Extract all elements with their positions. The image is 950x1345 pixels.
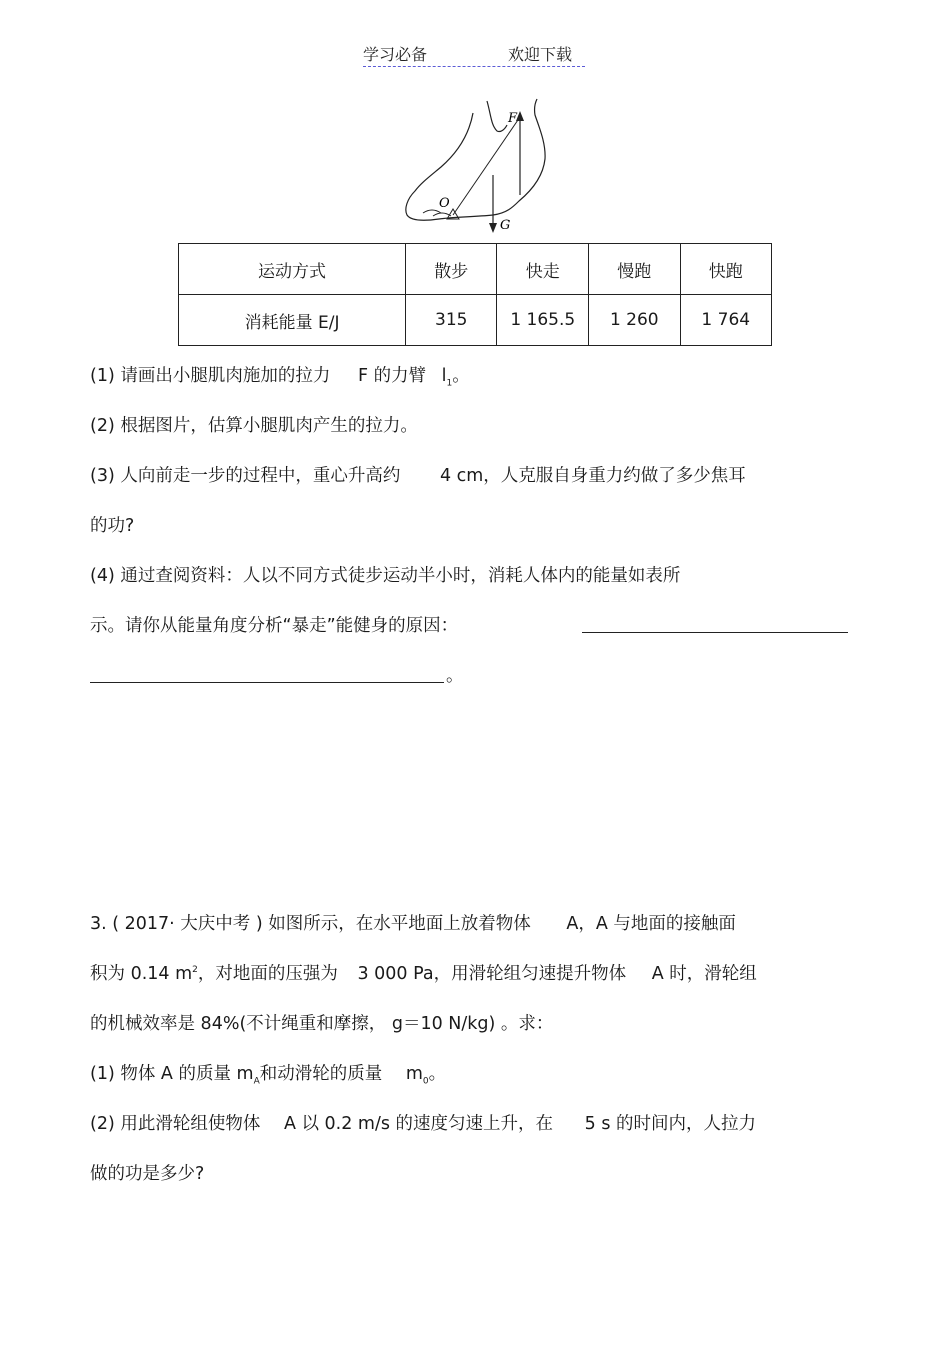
energy-table xyxy=(178,243,772,346)
q2-sub1-mid: F 的力臂 xyxy=(357,366,427,386)
q3-sub2-c: 5 s 的时间内，人拉力 xyxy=(584,1114,757,1134)
force-f-arrowhead xyxy=(516,111,524,121)
q3-line2-c: 3 000 Pa，用滑轮组匀速提升物体 xyxy=(357,964,627,984)
q2-sub4-line1: (4) 通过查阅资料：人以不同方式徒步运动半小时，消耗人体内的能量如表所 xyxy=(90,566,681,586)
q3-sub1 xyxy=(90,1060,446,1087)
force-f-line xyxy=(453,117,520,215)
q3-line2-d: A 时，滑轮组 xyxy=(651,964,757,984)
q3-line1 xyxy=(90,910,736,935)
label-o: O xyxy=(439,196,450,211)
q2-sub2: (2) 根据图片，估算小腿肌肉产生的拉力。 xyxy=(90,416,418,436)
table-header-cell: 快跑 xyxy=(680,244,771,295)
header-right-text: 欢迎下载 xyxy=(508,45,573,64)
q3-sub2-b: A 以 0.2 m/s 的速度匀速上升，在 xyxy=(283,1114,554,1134)
table-cell: 315 xyxy=(406,295,497,346)
q2-sub4-end: 。 xyxy=(446,666,464,686)
page-header xyxy=(363,42,585,67)
q2-sub1-l: l xyxy=(441,366,447,386)
table-cell: 1 165.5 xyxy=(497,295,589,346)
q2-sub3-a: (3) 人向前走一步的过程中，重心升高约 xyxy=(90,466,401,486)
q3-line2-b: ，对地面的压强为 xyxy=(197,964,338,984)
foot-lever-figure xyxy=(395,95,560,235)
q3-sub2-a: (2) 用此滑轮组使物体 xyxy=(90,1114,261,1134)
q2-sub1 xyxy=(90,362,470,389)
foot-outline xyxy=(406,99,545,220)
q3-line3: 的机械效率是 84%(不计绳重和摩擦， g＝10 N/kg) 。求： xyxy=(90,1014,554,1034)
table-row-label: 消耗能量 E/J xyxy=(179,295,406,346)
q2-sub3-b: 4 cm，人克服自身重力约做了多少焦耳 xyxy=(439,466,746,486)
q3-sub2-line2: 做的功是多少? xyxy=(90,1164,205,1184)
q2-sub1-subscript: 1 xyxy=(446,378,453,389)
table-header-cell: 快走 xyxy=(497,244,589,295)
q3-line2-sup: 2 xyxy=(192,965,198,976)
table-cell: 1 260 xyxy=(589,295,680,346)
q3-line1-b: A，A 与地面的接触面 xyxy=(566,914,736,934)
q2-sub3-line2: 的功? xyxy=(90,516,135,536)
table-row xyxy=(179,295,772,346)
q3-sub1-a-sub: A xyxy=(253,1076,260,1087)
q2-sub4-line2: 示。请你从能量角度分析“暴走”能健身的原因： xyxy=(90,616,459,636)
table-header-row xyxy=(179,244,772,295)
q3-sub1-c-sub: 0 xyxy=(422,1076,429,1087)
table-header-cell: 散步 xyxy=(406,244,497,295)
q2-sub1-prefix: (1) 请画出小腿肌肉施加的拉力 xyxy=(90,366,331,386)
q3-sub1-end: 。 xyxy=(428,1064,447,1084)
q3-line2 xyxy=(90,960,757,985)
header-left-text: 学习必备 xyxy=(363,45,428,64)
q3-sub1-a: (1) 物体 A 的质量 m xyxy=(90,1064,254,1084)
q3-sub1-c: m xyxy=(405,1064,423,1084)
leg-front-outline xyxy=(487,101,507,132)
table-cell: 1 764 xyxy=(680,295,771,346)
q2-sub3-line1 xyxy=(90,462,746,487)
q3-line2-a: 积为 0.14 m xyxy=(90,964,193,984)
q2-sub1-end: 。 xyxy=(452,366,470,386)
answer-blank-2[interactable] xyxy=(90,682,444,683)
label-g: G xyxy=(500,218,511,233)
table-header-cell: 慢跑 xyxy=(589,244,680,295)
q3-sub2-line1 xyxy=(90,1110,756,1135)
label-f: F xyxy=(508,111,518,126)
answer-blank-1[interactable] xyxy=(582,632,848,633)
q3-line1-a: 3. ( 2017· 大庆中考 ) 如图所示，在水平地面上放着物体 xyxy=(90,914,531,934)
force-g-arrowhead xyxy=(489,223,497,233)
q3-sub1-b: 和动滑轮的质量 xyxy=(259,1064,383,1084)
table-header-cell: 运动方式 xyxy=(179,244,406,295)
